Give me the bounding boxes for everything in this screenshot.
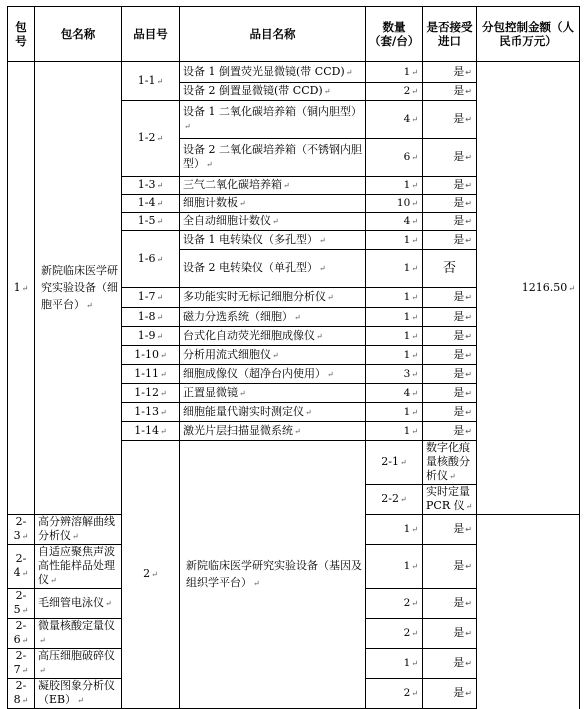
item-imported: 是 ↵ <box>423 288 477 308</box>
item-name: 设备 2 电转染仪（单孔型） ↵ <box>180 250 366 288</box>
item-imported: 是 ↵ <box>423 649 477 679</box>
table-row <box>8 62 580 83</box>
item-imported: 是 ↵ <box>423 589 477 619</box>
item-qty: 1 ↵ <box>366 327 423 346</box>
item-no: 1-11 ↵ <box>122 365 180 384</box>
item-no: 1-4 ↵ <box>122 195 180 213</box>
item-imported: 否 <box>423 250 477 288</box>
item-imported: 是 ↵ <box>423 384 477 403</box>
item-name: 细胞成像仪（超净台内使用） ↵ <box>180 365 366 384</box>
item-name: 细胞能量代谢实时测定仪 ↵ <box>180 403 366 422</box>
item-imported: 是 ↵ <box>423 231 477 250</box>
item-name: 全自动细胞计数仪 ↵ <box>180 213 366 231</box>
item-imported: 是 ↵ <box>423 308 477 327</box>
item-no: 1-6 ↵ <box>122 231 180 288</box>
item-name: 高压细胞破碎仪 ↵ <box>35 649 122 679</box>
item-no: 2-6 ↵ <box>8 619 35 649</box>
item-qty: 4 ↵ <box>366 384 423 403</box>
item-name: 实时定量 PCR 仪 ↵ <box>423 485 477 515</box>
item-no: 1-10 ↵ <box>122 346 180 365</box>
item-imported: 是 ↵ <box>423 403 477 422</box>
item-name: 细胞计数板 ↵ <box>180 195 366 213</box>
item-name: 微量核酸定量仪 ↵ <box>35 619 122 649</box>
item-qty: 2 ↵ <box>366 83 423 101</box>
item-name: 设备 2 二氧化碳培养箱（不锈钢内胆型） ↵ <box>180 139 366 177</box>
item-imported: 是 ↵ <box>423 101 477 139</box>
item-imported: 是 ↵ <box>423 177 477 195</box>
item-name: 数字化痕量核酸分析仪 ↵ <box>423 441 477 485</box>
procurement-table <box>7 6 580 709</box>
item-no: 2-5 ↵ <box>8 589 35 619</box>
item-qty: 1 ↵ <box>366 649 423 679</box>
item-qty: 6 ↵ <box>366 139 423 177</box>
item-no: 2-8 ↵ <box>8 679 35 709</box>
item-no: 1-5 ↵ <box>122 213 180 231</box>
item-name: 高分辨溶解曲线分析仪 ↵ <box>35 515 122 545</box>
item-imported: 是 ↵ <box>423 545 477 589</box>
item-no: 1-14 ↵ <box>122 422 180 441</box>
item-no: 2-4 ↵ <box>8 545 35 589</box>
item-qty: 1 ↵ <box>366 545 423 589</box>
item-imported: 是 ↵ <box>423 619 477 649</box>
item-imported: 是 ↵ <box>423 213 477 231</box>
package-name: 新院临床医学研究实验设备（细胞平台） ↵ <box>35 62 122 515</box>
item-qty: 1 ↵ <box>366 422 423 441</box>
item-no: 2-7 ↵ <box>8 649 35 679</box>
item-imported: 是 ↵ <box>423 327 477 346</box>
item-imported: 是 ↵ <box>423 679 477 709</box>
item-imported: 是 ↵ <box>423 62 477 83</box>
item-name: 自适应聚焦声波高性能样品处理仪 ↵ <box>35 545 122 589</box>
item-no: 2-3 ↵ <box>8 515 35 545</box>
header-item-no: 品目号 <box>122 7 180 62</box>
item-qty: 2 ↵ <box>366 679 423 709</box>
header-quantity: 数量（套/台） <box>366 7 423 62</box>
header-imported: 是否接受进口 <box>423 7 477 62</box>
item-qty: 2 ↵ <box>366 619 423 649</box>
package-no: 1 ↵ <box>8 62 35 515</box>
item-name: 分析用流式细胞仪 ↵ <box>180 346 366 365</box>
item-qty: 1 ↵ <box>366 231 423 250</box>
item-qty: 1 ↵ <box>366 515 423 545</box>
header-budget: 分包控制金额（人民币万元） <box>477 7 580 62</box>
item-qty: 4 ↵ <box>366 213 423 231</box>
item-no: 1-13 ↵ <box>122 403 180 422</box>
item-no: 2-1 ↵ <box>366 441 423 485</box>
item-qty: 1 ↵ <box>366 346 423 365</box>
header-item-name: 品目名称 <box>180 7 366 62</box>
item-imported: 是 ↵ <box>423 83 477 101</box>
item-no: 2-2 ↵ <box>366 485 423 515</box>
item-no: 1-2 ↵ <box>122 101 180 177</box>
package-budget: 1216.50 ↵ <box>477 62 580 515</box>
item-name: 设备 1 电转染仪（多孔型） ↵ <box>180 231 366 250</box>
item-name: 多功能实时无标记细胞分析仪 ↵ <box>180 288 366 308</box>
item-name: 设备 1 倒置荧光显微镜(带 CCD) ↵ <box>180 62 366 83</box>
item-name: 设备 2 倒置显微镜(带 CCD) ↵ <box>180 83 366 101</box>
item-qty: 1 ↵ <box>366 403 423 422</box>
item-qty: 10 ↵ <box>366 195 423 213</box>
item-no: 1-8 ↵ <box>122 308 180 327</box>
item-imported: 是 ↵ <box>423 515 477 545</box>
item-imported: 是 ↵ <box>423 422 477 441</box>
item-no: 1-7 ↵ <box>122 288 180 308</box>
item-imported: 是 ↵ <box>423 365 477 384</box>
item-qty: 2 ↵ <box>366 589 423 619</box>
item-qty: 1 ↵ <box>366 62 423 83</box>
item-qty: 3 ↵ <box>366 365 423 384</box>
item-no: 1-12 ↵ <box>122 384 180 403</box>
item-name: 台式化自动荧光细胞成像仪 ↵ <box>180 327 366 346</box>
item-imported: 是 ↵ <box>423 195 477 213</box>
item-name: 毛细管电泳仪 ↵ <box>35 589 122 619</box>
item-name: 磁力分选系统（细胞） ↵ <box>180 308 366 327</box>
item-no: 1-9 ↵ <box>122 327 180 346</box>
item-qty: 1 ↵ <box>366 177 423 195</box>
item-name: 设备 1 二氧化碳培养箱（铜内胆型） ↵ <box>180 101 366 139</box>
item-imported: 是 ↵ <box>423 139 477 177</box>
item-qty: 4 ↵ <box>366 101 423 139</box>
package-no: 2 ↵ <box>122 441 180 709</box>
item-no: 1-1 ↵ <box>122 62 180 101</box>
item-qty: 1 ↵ <box>366 288 423 308</box>
item-name: 正置显微镜 ↵ <box>180 384 366 403</box>
item-qty: 1 ↵ <box>366 308 423 327</box>
item-no: 1-3 ↵ <box>122 177 180 195</box>
header-package-no: 包号 <box>8 7 35 62</box>
item-qty: 1 ↵ <box>366 250 423 288</box>
item-name: 激光片层扫描显微系统 ↵ <box>180 422 366 441</box>
header-package-name: 包名称 <box>35 7 122 62</box>
item-name: 凝胶图象分析仪（EB） ↵ <box>35 679 122 709</box>
item-imported: 是 ↵ <box>423 346 477 365</box>
package-name: 新院临床医学研究实验设备（基因及组织学平台） ↵ <box>180 441 366 709</box>
item-name: 三气二氧化碳培养箱 ↵ <box>180 177 366 195</box>
